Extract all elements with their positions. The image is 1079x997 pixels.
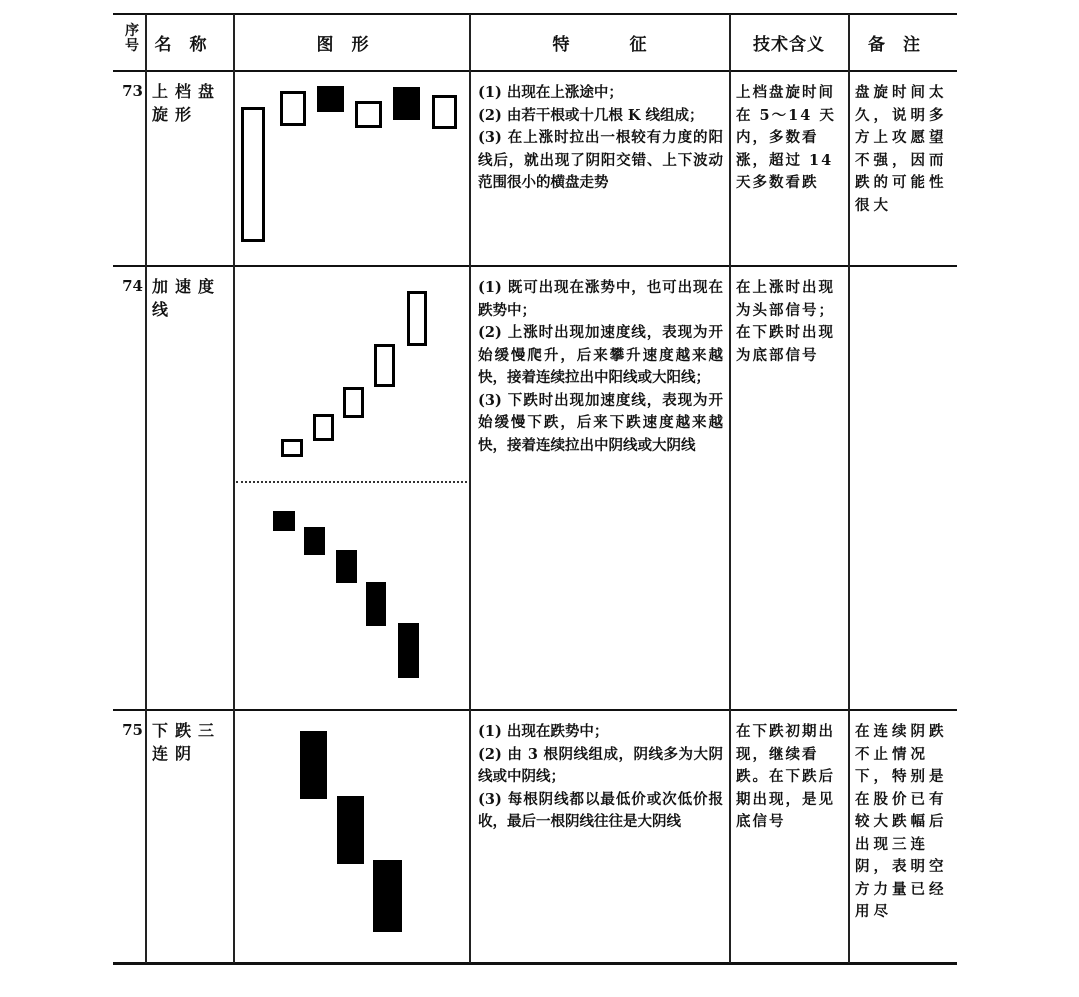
row-73-meaning: 上档盘旋时间在 5～14 天内，多数看涨，超过 14 天多数看跌 <box>736 84 836 191</box>
row-73-name: 上档盘旋形 <box>152 82 222 124</box>
bullish-candle-row-74 <box>313 414 334 441</box>
bullish-candle-row-74 <box>281 439 303 457</box>
header-name: 名称 <box>154 35 225 55</box>
row-73-remarks: 盘旋时间太久，说明多方上攻愿望不强，因而跌的可能性很大 <box>855 84 948 214</box>
row-75-features <box>470 711 729 834</box>
feature-item: (2) 由 3 根阴线组成，阴线多为大阴线或中阴线； <box>478 745 723 785</box>
row-74-features <box>470 267 729 457</box>
bearish-candle-row-73 <box>393 87 420 120</box>
bullish-candle-row-74 <box>374 344 395 387</box>
feature-item: (1) 既可出现在涨势中，也可出现在跌势中； <box>478 279 723 319</box>
feature-item: (3) 在上涨时拉出一根较有力度的阳线后，就出现了阴阳交错、上下波动范围很小的横盘走势 <box>478 129 723 191</box>
row-75-meaning: 在下跌初期出现，继续看跌。在下跌后期出现，是见底信号 <box>736 723 835 830</box>
header-figure: 图形 <box>316 35 387 55</box>
row-74-name: 加速度线 <box>152 277 222 319</box>
row-75-name: 下跌三连阴 <box>152 721 222 763</box>
bearish-candle-row-75 <box>337 796 364 864</box>
bearish-candle-row-74 <box>398 623 419 678</box>
bullish-candle-row-73 <box>355 101 382 128</box>
row-74-remarks <box>849 267 955 277</box>
row-74-number: 74 <box>122 277 143 295</box>
bearish-candle-row-73 <box>317 86 344 112</box>
col-divider-1 <box>145 14 147 963</box>
bearish-candle-row-74 <box>273 511 295 531</box>
row-74-dotted-divider <box>236 481 467 483</box>
feature-item: (1) 出现在上涨途中； <box>478 84 623 101</box>
bullish-candle-row-73 <box>241 107 265 242</box>
row-73-features <box>470 72 729 195</box>
row-75-number: 75 <box>122 721 143 739</box>
bullish-candle-row-74 <box>343 387 364 418</box>
feature-item: (3) 每根阴线都以最低价或次低价报收，最后一根阴线往往是大阴线 <box>478 790 723 830</box>
row-73-number: 73 <box>122 82 143 100</box>
bullish-candle-row-73 <box>432 95 457 129</box>
row-74-figure <box>234 266 469 709</box>
table-bottom-rule <box>113 962 957 965</box>
bearish-candle-row-74 <box>336 550 357 583</box>
bearish-candle-row-74 <box>304 527 325 555</box>
row-75-remarks: 在连续阴跌不止情况下，特别是在股价已有较大跌幅后出现三连阴，表明空方力量已经用尽 <box>855 723 948 920</box>
bullish-candle-row-74 <box>407 291 427 346</box>
bearish-candle-row-75 <box>373 860 402 932</box>
feature-item: (2) 上涨时出现加速度线，表现为开始缓慢爬升，后来攀升速度越来越快，接着连续拉出中阳线或大阳线； <box>478 324 723 386</box>
bearish-candle-row-74 <box>366 582 386 626</box>
bullish-candle-row-73 <box>280 91 306 126</box>
header-features: 特征 <box>552 35 707 55</box>
header-seq: 序号 <box>125 23 139 54</box>
bearish-candle-row-75 <box>300 731 327 799</box>
feature-item: (3) 下跌时出现加速度线，表现为开始缓慢下跌，后来下跌速度越来越快，接着连续拉出中阴线或大阴线 <box>478 391 723 454</box>
header-remarks: 备注 <box>868 35 938 55</box>
feature-item: (1) 出现在跌势中； <box>478 723 609 740</box>
row-74-meaning: 在上涨时出现为头部信号；在下跌时出现为底部信号 <box>736 279 835 364</box>
feature-item: (2) 由若干根或十几根 K 线组成； <box>478 106 704 124</box>
header-meaning: 技术含义 <box>753 35 825 55</box>
